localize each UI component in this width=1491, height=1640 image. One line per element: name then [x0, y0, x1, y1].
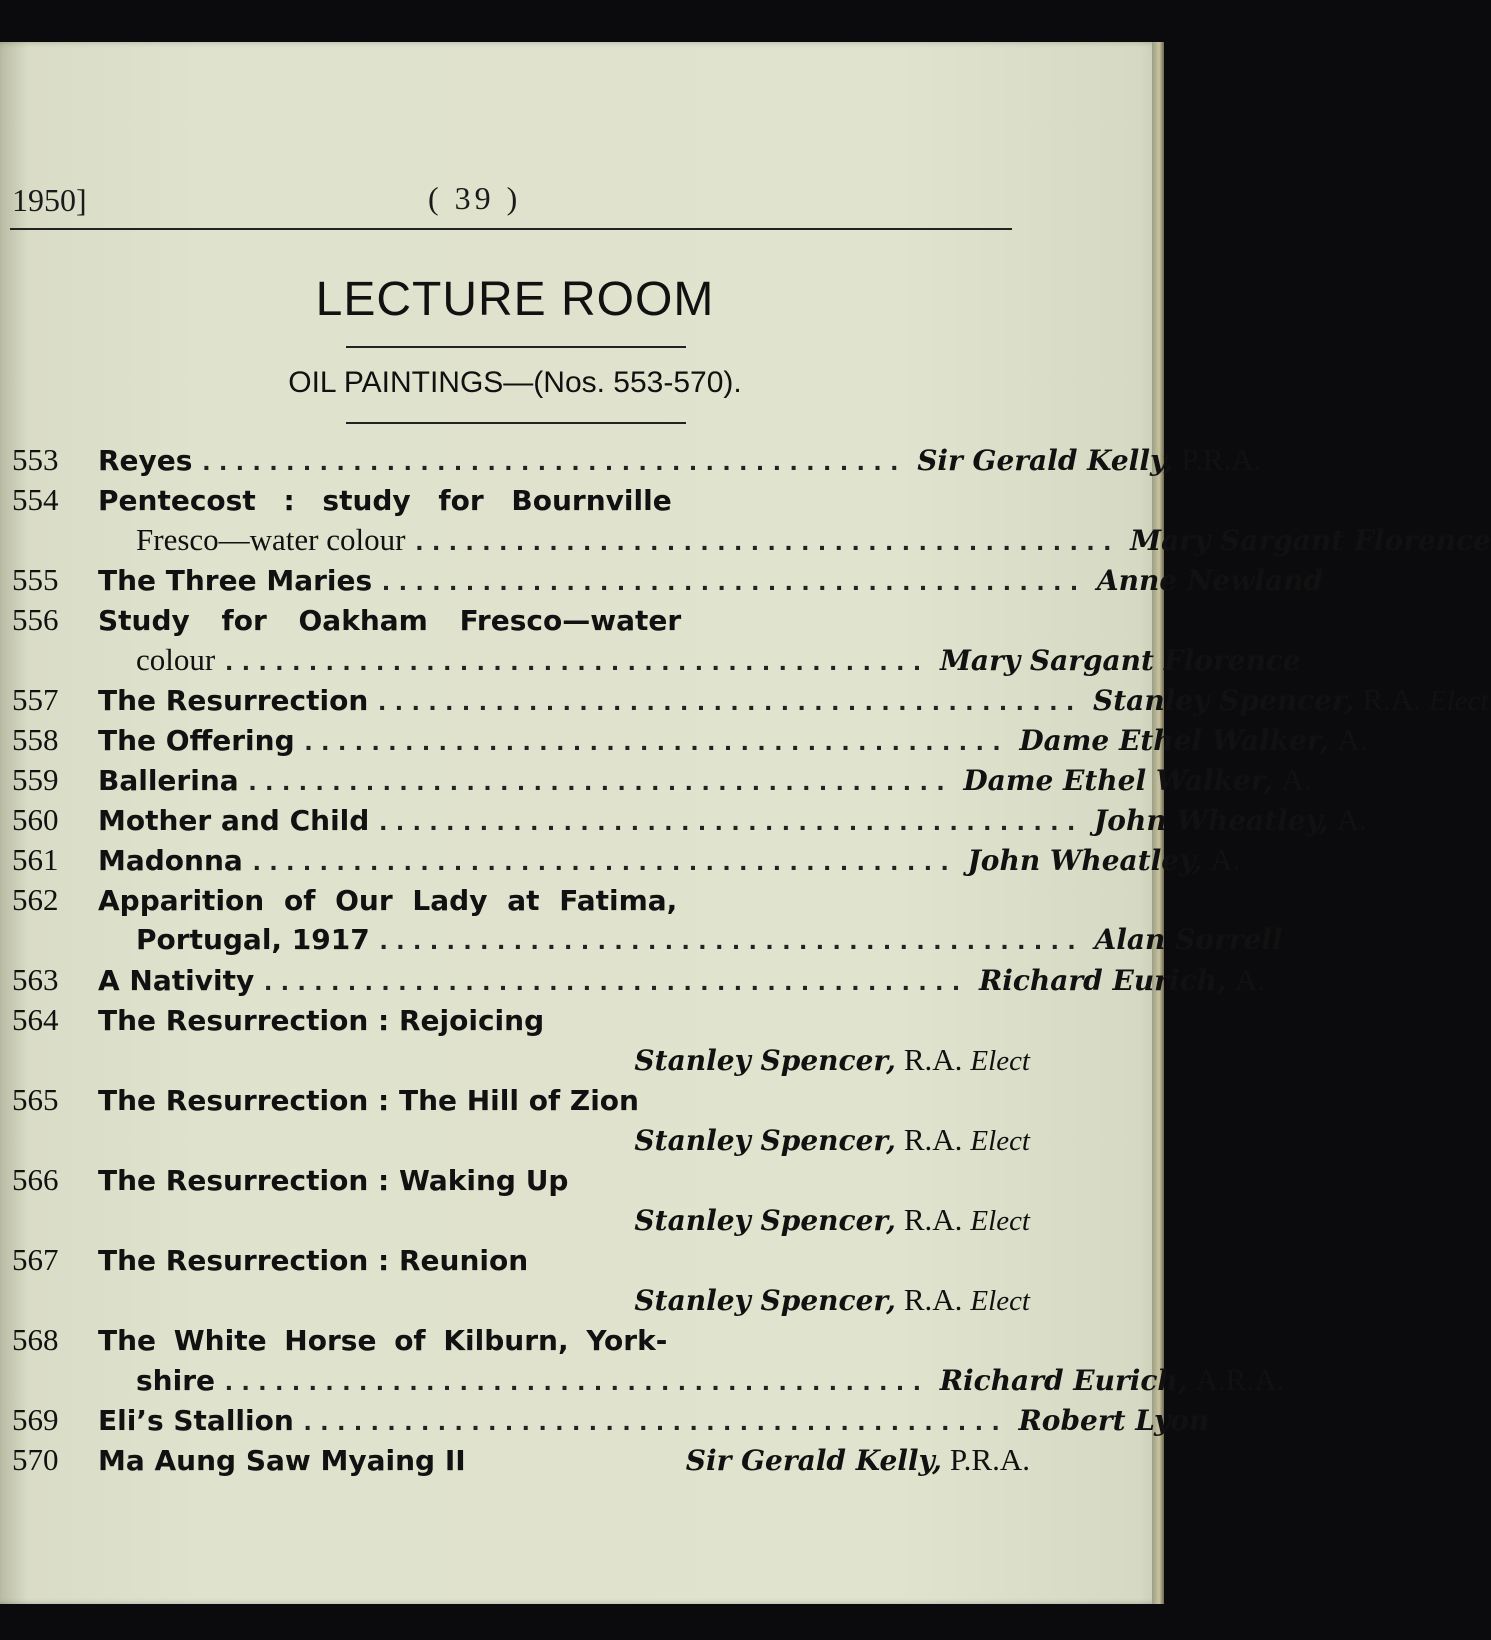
entry-number: 554: [12, 482, 59, 517]
entry-title: The Three Maries: [98, 564, 373, 597]
entry-row: [0, 680, 1489, 720]
entry-artist: John Wheatley,: [967, 844, 1203, 877]
entry-artist: Stanley Spencer,: [634, 1284, 896, 1317]
entry-title: Ma Aung Saw Myaing II: [98, 1444, 466, 1477]
entry-honour: R.A.: [903, 1122, 963, 1157]
entry-row: [0, 760, 1312, 800]
entry-title: A Nativity: [98, 964, 255, 997]
entry-row-continued: [0, 1360, 1285, 1400]
entry-honour: A.R.A.: [1195, 1362, 1285, 1397]
entry-artist: Mary Sargant Florence: [939, 644, 1301, 677]
entry-elect: Elect: [970, 1045, 1030, 1077]
entry-number: 564: [12, 1002, 59, 1037]
running-head: [0, 176, 1200, 220]
entry-artist: Mary Sargant Florence: [1130, 524, 1491, 557]
entry-row: [0, 840, 1241, 880]
entry-artist: Richard Eurich,: [939, 1364, 1188, 1397]
section-subtitle: OIL PAINTINGS—(Nos. 553-570).: [288, 366, 742, 399]
leader-dots: ..........................................: [248, 765, 954, 796]
leader-dots: ..........................................: [252, 845, 958, 876]
entry-row: [0, 960, 1265, 1000]
entry-artist: Anne Newland: [1096, 564, 1324, 597]
entry-honour: A.: [1337, 722, 1368, 757]
entry-number: 559: [12, 762, 59, 797]
entry-number: 569: [12, 1402, 59, 1437]
entry-number: 556: [12, 602, 59, 637]
entry-honour: A.: [1336, 802, 1368, 837]
leader-dots: ..........................................: [304, 725, 1010, 756]
entry-honour: R.A.: [903, 1282, 963, 1317]
entry-title: Reyes: [98, 444, 193, 477]
entry-number: 566: [12, 1162, 59, 1197]
entry-title: Apparition of Our Lady at Fatima,: [98, 884, 678, 917]
entry-artist: Stanley Spencer,: [634, 1124, 896, 1157]
entry-title: The Resurrection : The Hill of Zion: [98, 1084, 639, 1117]
entry-title: Ballerina: [98, 764, 239, 797]
leader-dots: ..........................................: [382, 565, 1087, 596]
entry-list: [0, 440, 1491, 1480]
entry-row-continued: [0, 1200, 1030, 1240]
entry-artist: Stanley Spencer,: [634, 1044, 896, 1077]
page-title: LECTURE ROOM: [315, 273, 715, 326]
entry-row-continued: [0, 1280, 1030, 1320]
entry-title: The Resurrection : Waking Up: [98, 1164, 569, 1197]
entry-row: [0, 800, 1368, 840]
leader-dots: ..........................................: [225, 1365, 930, 1396]
entry-number: 565: [12, 1082, 59, 1117]
entry-honour: A.: [1210, 842, 1241, 877]
entry-number: 568: [12, 1322, 59, 1357]
entry-artist: Stanley Spencer,: [634, 1204, 896, 1237]
leader-dots: ..........................................: [378, 685, 1084, 716]
entry-artist: Stanley Spencer,: [1093, 684, 1355, 717]
entry-row: [0, 1440, 1030, 1480]
entry-number: 557: [12, 682, 59, 717]
running-head-year: 1950]: [12, 182, 87, 218]
entry-elect: Elect: [970, 1205, 1030, 1237]
entry-title-continued: colour: [136, 642, 216, 677]
leader-dots: ..........................................: [303, 1405, 1009, 1436]
leader-dots: ..........................................: [379, 805, 1085, 836]
leader-dots: ..........................................: [225, 645, 930, 676]
entry-artist: Robert Lyon: [1018, 1404, 1210, 1437]
entry-row: [0, 600, 1030, 640]
entry-artist: Dame Ethel Walker,: [963, 764, 1274, 797]
entry-title: The Offering: [98, 724, 295, 757]
entry-honour: A.: [1281, 762, 1312, 797]
entry-title: Mother and Child: [98, 804, 370, 837]
entry-row: [0, 440, 1262, 480]
leader-dots: ..........................................: [202, 445, 908, 476]
entry-artist: John Wheatley,: [1094, 804, 1329, 837]
entry-honour: R.A.: [903, 1042, 963, 1077]
entry-number: 553: [12, 442, 59, 477]
entry-artist: Richard Eurich,: [978, 964, 1227, 997]
entry-title: Eli’s Stallion: [98, 1404, 294, 1437]
subtitle-rule: [346, 422, 686, 424]
entry-elect: Elect: [970, 1285, 1030, 1317]
entry-row: [0, 1320, 1030, 1360]
entry-row: [0, 1400, 1210, 1440]
entry-title: The Resurrection: [98, 684, 369, 717]
leader-dots: ..........................................: [379, 924, 1085, 955]
leader-dots: ..........................................: [415, 525, 1121, 556]
entry-title-continued: Portugal, 1917: [136, 923, 370, 956]
entry-title: The Resurrection : Rejoicing: [98, 1004, 545, 1037]
entry-number: 567: [12, 1242, 59, 1277]
entry-row: [0, 1160, 1030, 1200]
entry-artist: Sir Gerald Kelly,: [917, 444, 1174, 477]
entry-honour: P.R.A.: [949, 1442, 1030, 1477]
entry-row-continued: [0, 1040, 1030, 1080]
entry-row: [0, 1240, 1030, 1280]
entry-title: The Resurrection : Reunion: [98, 1244, 529, 1277]
entry-row-continued: [0, 920, 1283, 960]
entry-row: [0, 880, 1030, 920]
entry-number: 562: [12, 882, 59, 917]
entry-title: Study for Oakham Fresco—water: [98, 604, 682, 637]
entry-row-continued: [0, 640, 1301, 680]
entry-row: [0, 560, 1324, 600]
entry-number: 560: [12, 802, 59, 837]
entry-honour: R.A.: [1362, 682, 1422, 717]
entry-number: 561: [12, 842, 59, 877]
entry-row: [0, 720, 1368, 760]
page-number: ( 39 ): [428, 180, 522, 216]
entry-title-continued: shire: [136, 1364, 215, 1397]
entry-row: [0, 1080, 1030, 1120]
head-rule: [10, 228, 1012, 230]
entry-artist: Alan Sorrell: [1094, 923, 1283, 956]
entry-number: 563: [12, 962, 59, 997]
entry-elect: Elect: [970, 1125, 1030, 1157]
entry-number: 555: [12, 562, 59, 597]
entry-number: 558: [12, 722, 59, 757]
title-rule: [346, 346, 686, 348]
entry-title: Madonna: [98, 844, 243, 877]
entry-number: 570: [12, 1442, 59, 1477]
entry-elect: Elect: [1429, 685, 1489, 717]
entry-title: The White Horse of Kilburn, York-: [98, 1324, 668, 1357]
entry-title: Pentecost : study for Bournville: [98, 484, 672, 517]
entry-row: [0, 480, 1030, 520]
entry-honour: P.R.A.: [1181, 442, 1262, 477]
entry-row-continued: [0, 520, 1491, 560]
entry-row: [0, 1000, 1030, 1040]
entry-artist: Sir Gerald Kelly,: [685, 1444, 942, 1477]
entry-honour: A.: [1234, 962, 1265, 997]
entry-title-continued: Fresco—water colour: [136, 522, 406, 557]
entry-row-continued: [0, 1120, 1030, 1160]
leader-dots: ..........................................: [264, 965, 969, 996]
entry-artist: Dame Ethel Walker,: [1019, 724, 1330, 757]
entry-honour: R.A.: [903, 1202, 963, 1237]
